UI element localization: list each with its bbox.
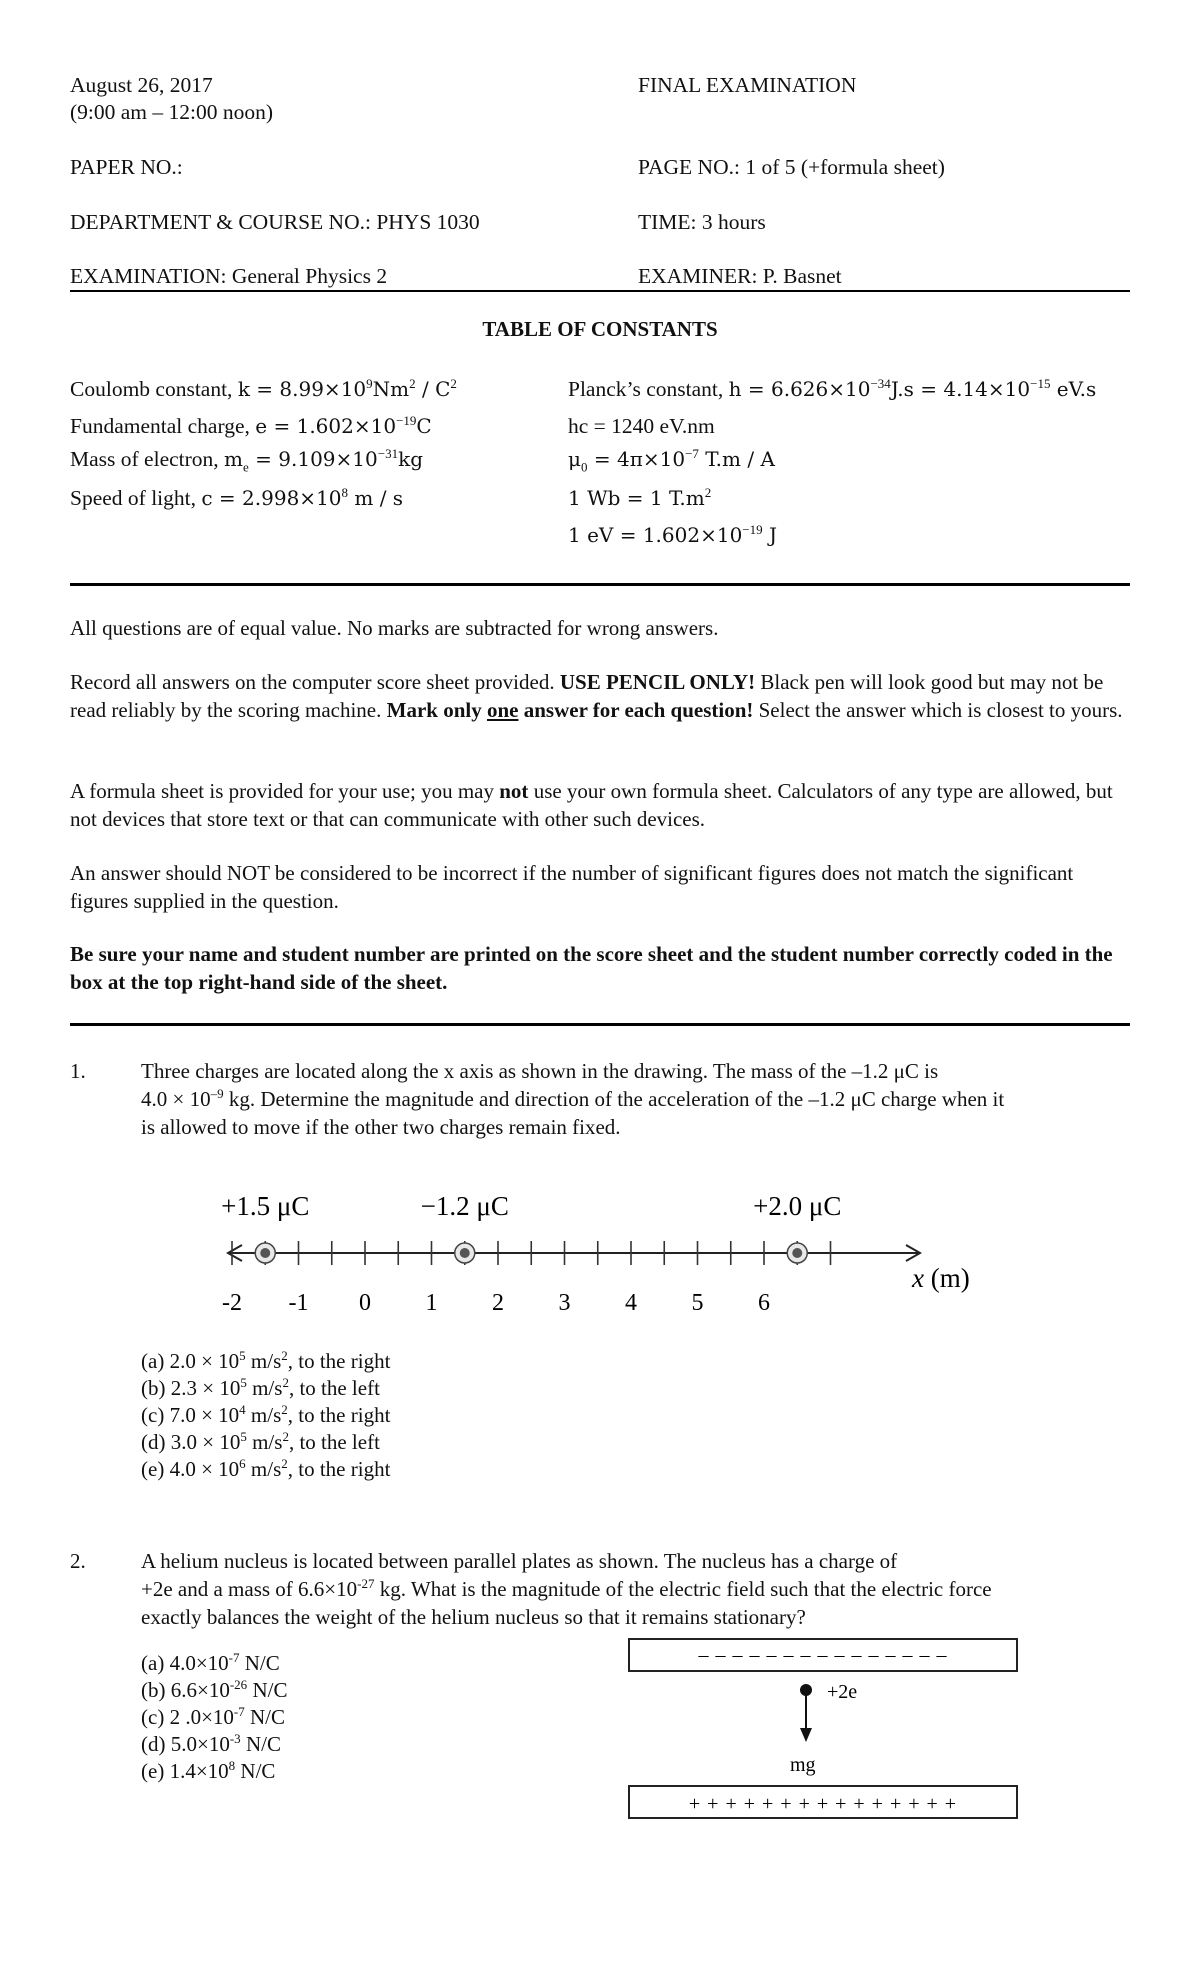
charge-marker-core: [260, 1248, 270, 1258]
instruction-record-answers: [70, 668, 1130, 724]
mu0-subscript: 0: [581, 459, 588, 475]
coulomb-unit: Nm: [372, 377, 410, 401]
q2-number: 2.: [70, 1549, 86, 1573]
instr-black-pen: Black pen will look good but may not be read reliably by the scoring machine.: [70, 670, 1104, 722]
constants-title: TABLE OF CONSTANTS: [482, 317, 718, 341]
electron-exponent: −31: [377, 445, 399, 461]
light-exponent: 8: [341, 484, 349, 500]
page-number: PAGE NO.: 1 of 5 (+formula sheet): [638, 155, 945, 179]
charge-label: +1.5 μC: [221, 1191, 310, 1221]
axis-tick-label: 3: [558, 1290, 571, 1316]
positive-plate-signs: + + + + + + + + + + + + + + +: [688, 1793, 958, 1815]
q2-line3: exactly balances the weight of the helium nucleus so that it remains stationary?: [141, 1605, 806, 1629]
q1-line2: [141, 1085, 1131, 1113]
paper-number: PAPER NO.:: [70, 155, 183, 179]
weber-value: 1 Wb = 1 T.m: [568, 486, 705, 510]
electronvolt-constant: [568, 522, 777, 549]
charge-unit: C: [416, 414, 432, 438]
q1-line3: is allowed to move if the other two charges remain fixed.: [141, 1115, 621, 1139]
q1-mass-exponent: –9: [210, 1086, 224, 1101]
light-label: Speed of light,: [70, 486, 202, 510]
planck-exponent-2: −15: [1030, 375, 1051, 391]
mu0-unit: T.m / A: [698, 447, 775, 471]
planck-mid: J.s = 4.14×10: [890, 377, 1031, 401]
planck-exponent: −34: [870, 375, 891, 391]
q1-line2-b: kg. Determine the magnitude and direction of the acceleration of the –1.2 μC charge when it: [223, 1087, 1005, 1111]
electron-value: = 9.109×10: [248, 447, 378, 471]
exam-date: August 26, 2017: [70, 73, 213, 97]
q1-stem: [141, 1057, 1131, 1141]
weber-constant: [568, 485, 711, 512]
charge-value: e = 1.602×10: [255, 414, 397, 438]
axis-tick-label: -2: [222, 1290, 242, 1316]
mu0-symbol: μ: [568, 447, 581, 471]
exam-time-slot: (9:00 am – 12:00 noon): [70, 100, 274, 124]
exam-duration: TIME: 3 hours: [638, 210, 766, 234]
coulomb-unit-exponent: 2: [409, 375, 416, 391]
examiner-name: EXAMINER: P. Basnet: [638, 264, 842, 288]
planck-label: Planck’s constant,: [568, 377, 729, 401]
header-divider: [70, 290, 1130, 292]
axis-tick-label: -1: [288, 1290, 309, 1316]
instruction-formula-sheet: [70, 777, 1130, 833]
planck-unit: eV.s: [1050, 377, 1097, 401]
q1-option-c[interactable]: (c) $7.0 \times 10^4$ $m/s^2$, to the right: [141, 1402, 391, 1427]
instr-formula-a: A formula sheet is provided for your use; you may: [70, 779, 500, 803]
constants-divider: [70, 583, 1130, 586]
axis-tick-label: 5: [691, 1290, 704, 1316]
q2-option-a[interactable]: (a) $4.0\times 10^{-7}$ N/C: [141, 1650, 280, 1675]
speed-of-light: [70, 485, 403, 512]
instr-formula-not: not: [499, 779, 529, 803]
q2-stem: [141, 1547, 1131, 1631]
q2-line2-a: +2e and a mass of 6.6×10: [141, 1577, 358, 1601]
charge-label: +2e: [827, 1681, 858, 1703]
q2-mass-exponent: -27: [357, 1576, 375, 1591]
mu0-constant: [568, 446, 775, 476]
axis-tick-label: 1: [425, 1290, 438, 1316]
planck-value: h = 6.626×10: [728, 377, 871, 401]
mu0-exponent: −7: [685, 445, 699, 461]
weber-exponent: 2: [704, 484, 712, 500]
q2-plates-diagram: [628, 1638, 1024, 1828]
instructions-divider: [70, 1023, 1130, 1026]
q2-options: [141, 1650, 287, 1785]
instr-mark-only: Mark only: [386, 698, 487, 722]
electron-unit: kg: [398, 447, 423, 471]
hc-constant: hc = 1240 eV.nm: [568, 414, 715, 438]
coulomb-value: k = 8.99×10: [237, 377, 367, 401]
electron-label: Mass of electron,: [70, 447, 225, 471]
q1-number: 1.: [70, 1059, 86, 1083]
instruction-equal-value: All questions are of equal value. No marks are subtracted for wrong answers.: [70, 616, 719, 640]
exam-type: FINAL EXAMINATION: [638, 73, 857, 97]
charge-marker-core: [792, 1248, 802, 1258]
q1-option-b[interactable]: (b) $2.3 \times 10^5$ $m/s^2$, to the left: [141, 1375, 380, 1400]
electron-mass: [70, 446, 423, 476]
q2-option-b[interactable]: (b) $6.6\times 10^{-26}$ N/C: [141, 1677, 288, 1702]
instr-answer-each: answer for each question!: [518, 698, 754, 722]
coulomb-label: Coulomb constant,: [70, 377, 238, 401]
instr-one: one: [486, 698, 519, 722]
weight-label: mg: [790, 1754, 816, 1776]
instruction-name-number: Be sure your name and student number are printed on the score sheet and the student number correctly coded in the box at the top right-hand side of the sheet.: [70, 942, 1113, 994]
light-unit: m / s: [348, 486, 404, 510]
q1-options: [141, 1348, 390, 1483]
charge-label: Fundamental charge,: [70, 414, 256, 438]
electron-symbol: m: [224, 447, 244, 471]
charge-exponent: −19: [396, 412, 417, 428]
axis-tick-label: 6: [758, 1290, 770, 1316]
electron-subscript: e: [243, 459, 249, 475]
coulomb-exponent: 9: [366, 375, 373, 391]
axis-tick-label: 0: [359, 1290, 371, 1316]
light-value: c = 2.998×10: [201, 486, 342, 510]
q2-option-c[interactable]: (c) 2 $.0\times 10^{-7}$ N/C: [141, 1704, 286, 1729]
instruction-sig-figs: An answer should NOT be considered to be incorrect if the number of significant figures does not match the significant figures supplied in the question.: [70, 861, 1074, 913]
q2-line2: [141, 1575, 1131, 1603]
axis-label: x (m): [912, 1263, 970, 1293]
planck-constant: [568, 376, 1096, 403]
instr-select-closest: Select the answer which is closest to yours.: [753, 698, 1123, 722]
negative-plate-signs: – – – – – – – – – – – – – – –: [698, 1644, 948, 1666]
coulomb-constant: [70, 376, 457, 403]
q1-option-e[interactable]: (e) $4.0 \times 10^6$ $m/s^2$, to the right: [141, 1456, 391, 1481]
q1-charge-diagram: [220, 1185, 1000, 1325]
q1-line2-a: 4.0 × 10: [141, 1087, 211, 1111]
fundamental-charge: [70, 413, 432, 440]
q2-line2-b: kg. What is the magnitude of the electric field such that the electric force: [374, 1577, 992, 1601]
ev-value: 1 eV = 1.602×10: [568, 523, 743, 547]
examination-name: EXAMINATION: General Physics 2: [70, 264, 388, 288]
axis-tick-labels: [222, 1290, 770, 1316]
ev-exponent: −19: [742, 521, 763, 537]
instr-record-text: Record all answers on the computer score sheet provided.: [70, 670, 560, 694]
coulomb-unit-tail: / C: [415, 377, 451, 401]
charge-marker-core: [460, 1248, 470, 1258]
q2-line1: A helium nucleus is located between parallel plates as shown. The nucleus has a charge of: [141, 1549, 898, 1573]
instr-pencil-only: USE PENCIL ONLY!: [559, 670, 756, 694]
q1-line1: Three charges are located along the x axis as shown in the drawing. The mass of the –1.2 μC is: [141, 1059, 939, 1083]
charge-label: +2.0 μC: [753, 1191, 842, 1221]
q1-option-a[interactable]: (a) $2.0 \times 10^5$ $m/s^2$, to the right: [141, 1348, 391, 1373]
q2-option-e[interactable]: (e) $1.4\times 10^8$ N/C: [141, 1758, 276, 1783]
charge-label: −1.2 μC: [420, 1191, 509, 1221]
q1-option-d[interactable]: (d) $3.0 \times 10^5$ $m/s^2$, to the left: [141, 1429, 380, 1454]
instr-formula-c: use your own formula sheet. Calculators of any type are allowed, but not devices that store text or that can communicate with other such devices.: [70, 779, 1113, 831]
coulomb-unit-tail-exponent: 2: [450, 375, 457, 391]
mu0-value: = 4π×10: [587, 447, 686, 471]
ev-unit: J: [762, 523, 778, 547]
department-course: DEPARTMENT & COURSE NO.: PHYS 1030: [70, 210, 480, 234]
weight-arrow-head: [800, 1728, 812, 1742]
axis-tick-label: 4: [625, 1290, 637, 1316]
axis-tick-label: 2: [492, 1290, 504, 1316]
q2-option-d[interactable]: (d) $5.0\times 10^{-3}$ N/C: [141, 1731, 281, 1756]
